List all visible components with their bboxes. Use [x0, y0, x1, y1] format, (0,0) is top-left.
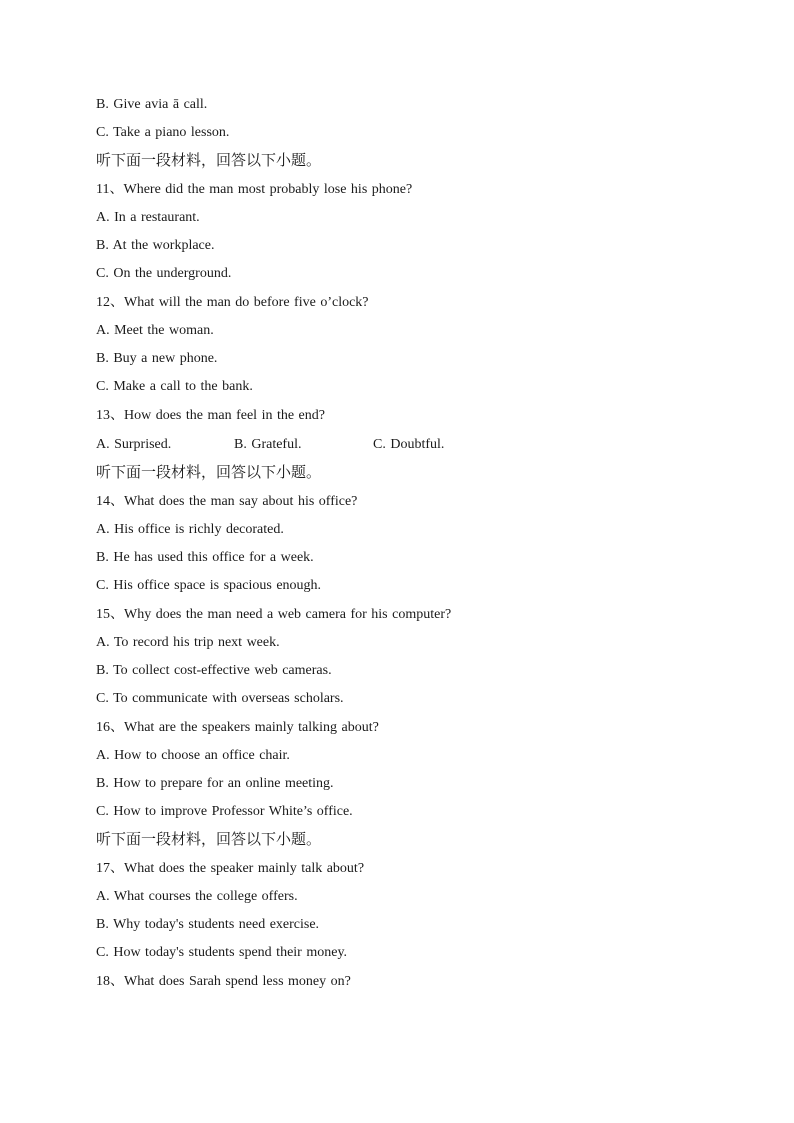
answer-options-row: [96, 436, 716, 454]
question-text: 16、What are the speakers mainly talking about?: [96, 720, 379, 735]
answer-option: B. Give avia ā call.: [96, 97, 208, 112]
answer-option: B. To collect cost-effective web cameras.: [96, 663, 332, 678]
section-instruction: 听下面一段材料，回答以下小题。: [96, 463, 322, 481]
answer-option: A. Meet the woman.: [96, 323, 214, 338]
question-text: 14、What does the man say about his office?: [96, 494, 358, 509]
answer-option: A. How to choose an office chair.: [96, 748, 290, 763]
answer-option: C. How to improve Professor White’s office.: [96, 804, 353, 819]
question-text: 11、Where did the man most probably lose his phone?: [96, 182, 413, 197]
question-text: 18、What does Sarah spend less money on?: [96, 974, 351, 989]
answer-option: A. His office is richly decorated.: [96, 522, 284, 537]
answer-option: A. To record his trip next week.: [96, 635, 280, 650]
question-text: 12、What will the man do before five o’clock?: [96, 295, 369, 310]
answer-option: A. In a restaurant.: [96, 210, 200, 225]
question-text: 13、How does the man feel in the end?: [96, 408, 325, 423]
answer-option: A. Surprised.: [96, 437, 172, 452]
answer-option: B. How to prepare for an online meeting.: [96, 776, 334, 791]
question-text: 17、What does the speaker mainly talk about?: [96, 861, 365, 876]
answer-option: B. At the workplace.: [96, 238, 215, 253]
question-text: 15、Why does the man need a web camera for his computer?: [96, 607, 452, 622]
answer-option: C. His office space is spacious enough.: [96, 578, 322, 593]
answer-option: C. Take a piano lesson.: [96, 125, 230, 140]
answer-option: C. How today's students spend their money.: [96, 945, 348, 960]
section-instruction: 听下面一段材料，回答以下小题。: [96, 151, 322, 169]
answer-option: B. He has used this office for a week.: [96, 550, 314, 565]
section-instruction: 听下面一段材料，回答以下小题。: [96, 830, 322, 848]
answer-option: B. Buy a new phone.: [96, 351, 218, 366]
answer-option: B. Why today's students need exercise.: [96, 917, 320, 932]
answer-option: B. Grateful.: [234, 437, 302, 452]
answer-option: A. What courses the college offers.: [96, 889, 298, 904]
answer-option: C. Doubtful.: [373, 437, 445, 452]
answer-option: C. To communicate with overseas scholars.: [96, 691, 344, 706]
answer-option: C. On the underground.: [96, 266, 232, 281]
document-page: [96, 96, 716, 991]
answer-option: C. Make a call to the bank.: [96, 379, 253, 394]
